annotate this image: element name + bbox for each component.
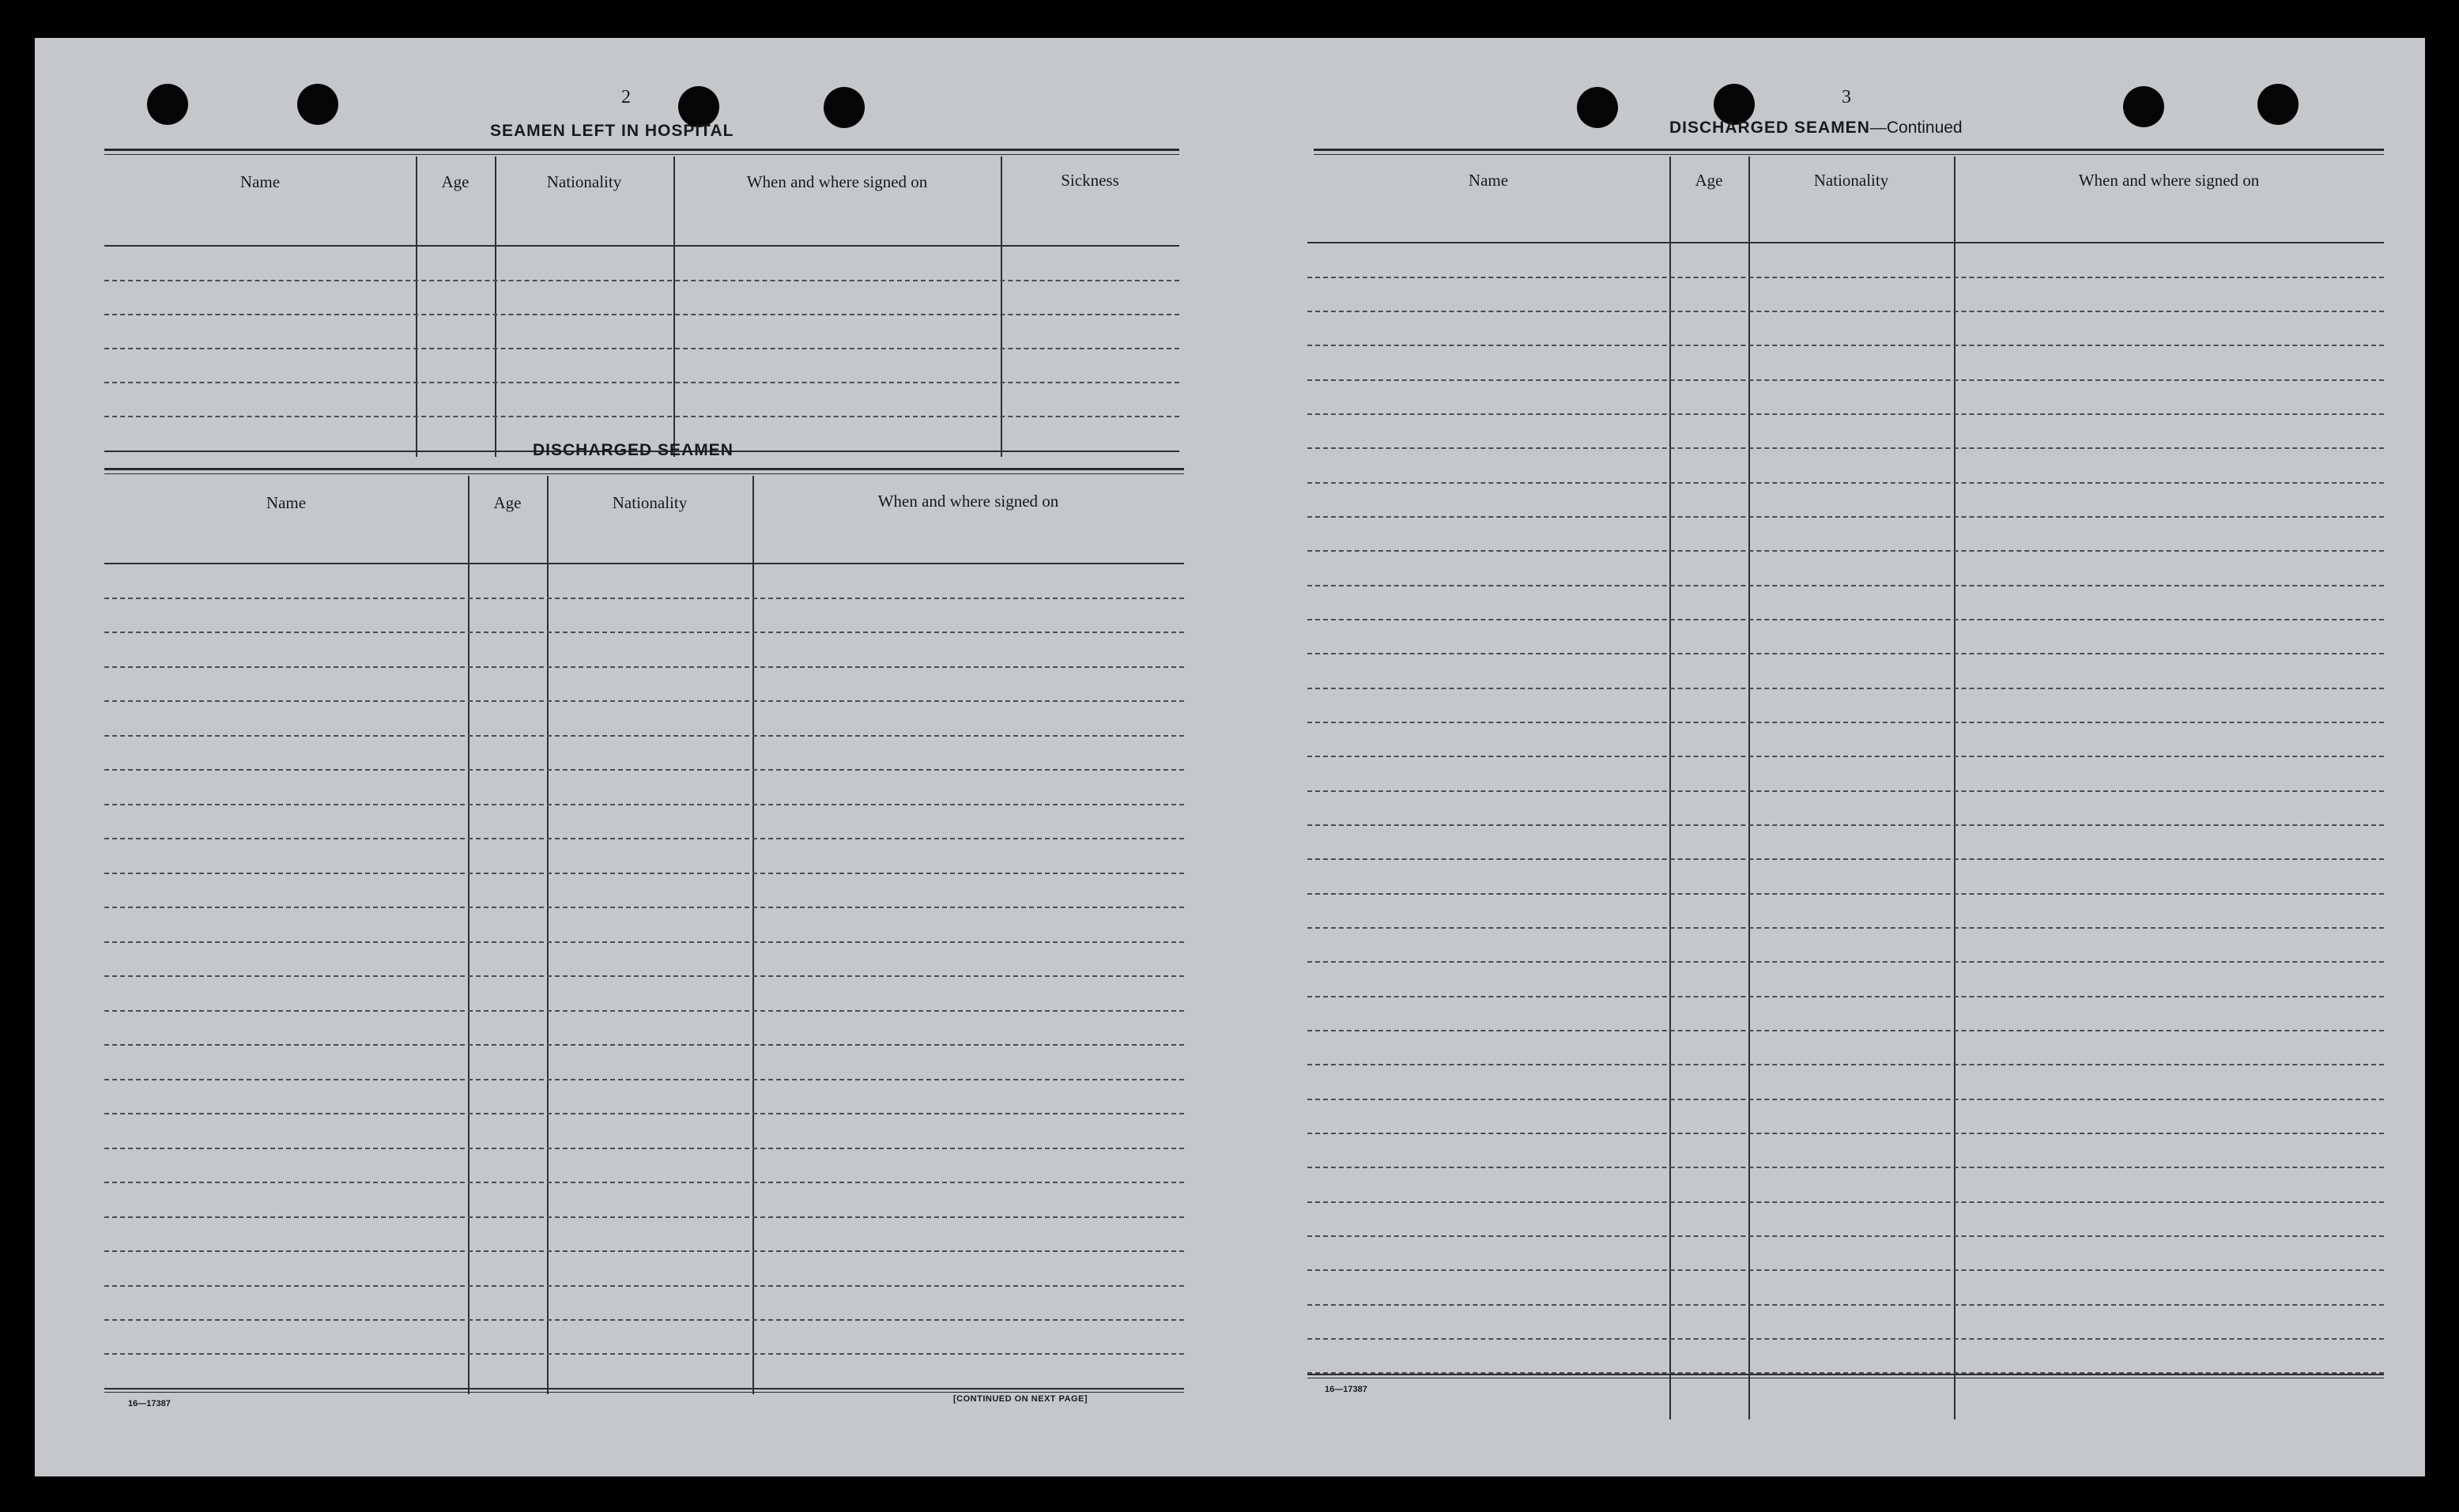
row-line xyxy=(1307,311,2384,312)
row-line xyxy=(104,907,1184,908)
row-line xyxy=(104,314,1179,315)
row-line xyxy=(1307,824,2384,826)
column-divider xyxy=(752,476,754,1394)
right-page-number: 3 xyxy=(1842,87,1851,107)
row-line xyxy=(104,873,1184,874)
row-line xyxy=(104,666,1184,668)
column-divider xyxy=(495,156,496,457)
discharged-table-right xyxy=(1307,156,2384,1420)
continued-note: [CONTINUED ON NEXT PAGE] xyxy=(953,1394,1088,1404)
row-line xyxy=(1307,1099,2384,1100)
row-line xyxy=(104,1285,1184,1287)
row-line xyxy=(1307,1201,2384,1203)
punch-hole xyxy=(297,84,338,125)
row-line xyxy=(104,769,1184,771)
punch-hole xyxy=(2123,86,2164,127)
row-line xyxy=(104,1319,1184,1321)
punch-hole xyxy=(147,84,188,125)
hospital-top-rule xyxy=(104,149,1179,151)
discharged-continued-title xyxy=(1669,119,1963,138)
discharged-bottom-rule xyxy=(104,1388,1184,1389)
right-bottom-rule xyxy=(1307,1374,2384,1375)
row-line xyxy=(1307,927,2384,929)
column-header-nationality: Nationality xyxy=(612,493,688,512)
discharged-section-title: DISCHARGED SEAMEN xyxy=(533,441,734,459)
row-line xyxy=(104,280,1179,281)
row-line xyxy=(104,348,1179,349)
row-line xyxy=(104,632,1184,633)
row-line xyxy=(1307,277,2384,278)
column-header-signed-on: When and where signed on xyxy=(877,492,1059,511)
row-line xyxy=(104,975,1184,977)
punch-hole xyxy=(2257,84,2299,125)
header-rule xyxy=(104,563,1184,564)
row-line xyxy=(104,941,1184,943)
column-divider xyxy=(673,156,675,457)
discharged-continued-suffix: —Continued xyxy=(1869,119,1963,137)
row-line xyxy=(104,1250,1184,1252)
row-line xyxy=(104,1010,1184,1012)
column-header-name: Name xyxy=(266,493,307,512)
row-line xyxy=(1307,790,2384,792)
row-line xyxy=(1307,996,2384,997)
column-header-sickness: Sickness xyxy=(1061,171,1119,190)
row-line xyxy=(1307,447,2384,449)
punch-hole xyxy=(1577,87,1618,128)
row-line xyxy=(1307,1133,2384,1134)
row-line xyxy=(104,804,1184,805)
column-header-name: Name xyxy=(239,172,281,191)
hospital-table xyxy=(104,156,1179,457)
row-line xyxy=(1307,1235,2384,1237)
row-line xyxy=(1307,756,2384,757)
discharged-top-rule xyxy=(104,468,1184,470)
row-line xyxy=(104,1216,1184,1218)
header-rule xyxy=(104,245,1179,247)
column-divider xyxy=(468,476,470,1394)
row-line xyxy=(104,598,1184,599)
row-line xyxy=(104,700,1184,702)
row-line xyxy=(104,416,1179,417)
row-line xyxy=(1307,722,2384,723)
left-page-number: 2 xyxy=(621,87,631,107)
column-header-name: Name xyxy=(1468,171,1509,190)
row-line xyxy=(1307,413,2384,415)
row-line xyxy=(104,1353,1184,1355)
punch-hole xyxy=(824,87,865,128)
row-line xyxy=(1307,482,2384,484)
row-line xyxy=(1307,1167,2384,1168)
row-line xyxy=(104,838,1184,839)
row-line xyxy=(104,1182,1184,1183)
row-line xyxy=(1307,688,2384,689)
row-line xyxy=(1307,1030,2384,1031)
row-line xyxy=(1307,379,2384,381)
row-line xyxy=(1307,1269,2384,1271)
column-divider xyxy=(547,476,549,1394)
row-line xyxy=(1307,516,2384,518)
left-form-code: 16—17387 xyxy=(128,1399,171,1408)
column-divider xyxy=(1001,156,1002,457)
column-header-signed-on: When and where signed on xyxy=(746,172,928,191)
row-line xyxy=(1307,1064,2384,1065)
row-line xyxy=(1307,619,2384,620)
discharged-table-left xyxy=(104,476,1184,1394)
row-line xyxy=(104,1113,1184,1114)
column-header-nationality: Nationality xyxy=(1813,171,1889,190)
column-divider xyxy=(416,156,417,457)
column-header-age: Age xyxy=(441,172,470,191)
row-line xyxy=(1307,550,2384,552)
row-line xyxy=(1307,585,2384,586)
row-line xyxy=(104,1079,1184,1080)
row-line xyxy=(1307,1304,2384,1306)
row-line xyxy=(104,735,1184,737)
column-header-nationality: Nationality xyxy=(546,172,622,191)
row-line xyxy=(1307,961,2384,963)
right-top-rule xyxy=(1314,149,2384,151)
right-form-code: 16—17387 xyxy=(1325,1385,1367,1394)
row-line xyxy=(1307,1338,2384,1340)
row-line xyxy=(104,1148,1184,1149)
discharged-continued-title-main: DISCHARGED SEAMEN xyxy=(1669,119,1870,137)
hospital-section-title: SEAMEN LEFT IN HOSPITAL xyxy=(490,122,734,140)
document-sheet xyxy=(35,38,2425,1476)
row-line xyxy=(104,382,1179,383)
column-header-age: Age xyxy=(1695,171,1723,190)
row-line xyxy=(1307,893,2384,895)
row-line xyxy=(1307,345,2384,346)
row-line xyxy=(1307,653,2384,654)
row-line xyxy=(1307,858,2384,860)
column-header-age: Age xyxy=(493,493,522,512)
column-header-signed-on: When and where signed on xyxy=(2078,171,2260,190)
row-line xyxy=(104,1044,1184,1046)
header-rule xyxy=(1307,242,2384,243)
